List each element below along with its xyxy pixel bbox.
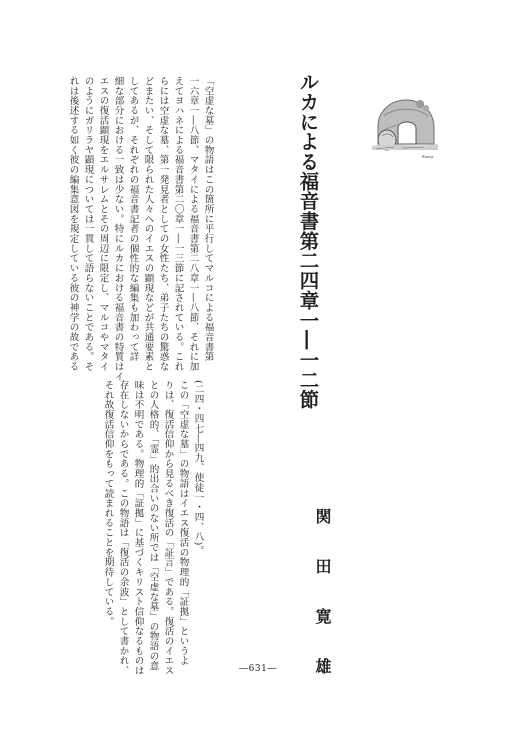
main-text-line: どまたい、そして限られた人々へのイエスの顕現などが共通要素と [142,76,154,372]
main-text-line: エスの復活顕現をエルサレムとその周辺に限定し、マルコやマタイ [97,76,109,372]
abstract-line: りは、復活信仰から見るべき復活の「証言」である。復活のイエス [162,380,174,676]
page-number: ―631― [239,664,277,674]
main-text-line: 一六章一―八節、マタイによる福音書第二八章一―八節、それに加 [187,76,199,372]
main-text-line: のようにガリラヤ顕現については一貫して語らないことである。そ [82,76,94,372]
abstract-line: 味は不明である。物理的「証拠」に基づくキリスト信仰なるものは [132,380,144,676]
abstract-line: この「空虚な墓」の物語はイエス復活の物理的「証拠」というよ [177,380,189,666]
abstract-line: それ故復活信仰をもって読まれることを期待している。 [102,380,114,627]
main-text-line: 「空虚な墓」の物語はこの箇所に平行してマルコによる福音書第 [202,76,214,362]
main-text-line: えてヨハネによる福音書第二〇章一―一三節に記されている。これ [172,76,184,372]
artist-signature: Kanay [422,154,434,159]
empty-tomb-illustration [372,86,438,162]
article-author: 関 田 寛 雄 [313,508,332,683]
main-text-line: 細な部分における一致は少ない。特にルカにおける福音書の特質はイ [112,76,124,382]
abstract-line: 存在しないからである。この物語は「復活の余波」として書かれ、 [117,380,129,676]
abstract-line: (二四・四七―四九、使徒一・四、八)。 [192,380,204,556]
abstract-line: との人格的、「霊」的出合いのない所では「空虚な墓」の物語の意 [147,380,159,671]
article-title: ルカによる福音書第二四章一―一二節 [296,72,320,410]
main-text-line: らには空虚な墓、第一発見者としての女性たち、弟子たちの驚惑な [157,76,169,372]
main-text-line: してあるが、それぞれの福音書記者の個性的な編集も加わって詳 [127,76,139,362]
main-text-line: れは後述する如く彼の編集意図を規定している彼の神学の故である [67,76,79,372]
